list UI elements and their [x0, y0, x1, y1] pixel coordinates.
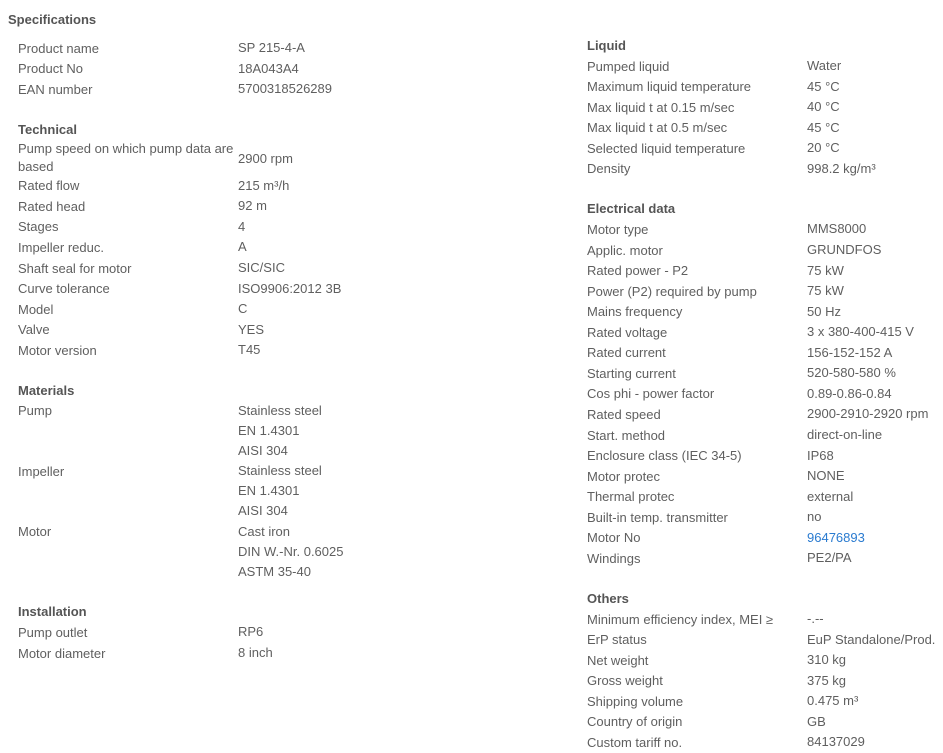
spec-value: SP 215-4-A: [238, 40, 305, 55]
spec-row: [587, 507, 943, 528]
spec-value: external: [807, 488, 854, 504]
spec-row: [587, 281, 943, 302]
spec-value: GRUNDFOS: [807, 241, 882, 257]
spec-label: Net weight: [587, 652, 649, 668]
spec-label: Country of origin: [587, 714, 683, 730]
spec-value: 4: [238, 218, 246, 234]
spec-value: 375 kg: [807, 672, 847, 688]
spec-label: Rated head: [18, 198, 86, 214]
spec-row: [587, 118, 943, 139]
spec-row: [587, 322, 943, 343]
spec-row: [587, 56, 943, 77]
spec-value: T45: [238, 342, 261, 358]
spec-row: [587, 261, 943, 282]
spec-label: Selected liquid temperature: [587, 140, 746, 156]
spec-value: 998.2 kg/m³: [807, 160, 876, 176]
right-column: [587, 36, 943, 753]
spec-label: Curve tolerance: [18, 281, 110, 297]
spec-value: YES: [238, 321, 265, 337]
spec-row: [587, 671, 943, 692]
spec-row: [18, 176, 578, 197]
spec-label: Rated flow: [18, 178, 80, 194]
spec-row: [18, 38, 578, 59]
spec-value: direct-on-line: [807, 427, 883, 442]
spec-row: [587, 548, 943, 569]
spec-value: 84137029: [807, 734, 865, 750]
spec-label: Minimum efficiency index, MEI ≥: [587, 611, 774, 627]
spec-row: [587, 446, 943, 467]
spec-row: [18, 401, 578, 458]
spec-label: Windings: [587, 550, 641, 566]
spec-row: [18, 140, 578, 176]
spec-value: 310 kg: [807, 652, 847, 668]
spec-label: Product name: [18, 40, 99, 56]
spec-value: GB: [807, 713, 826, 729]
spec-row: [587, 159, 943, 180]
spec-value: 75 kW: [807, 283, 844, 299]
spec-label: Product No: [18, 61, 84, 77]
spec-row: [587, 712, 943, 733]
materials-heading: Materials: [18, 382, 75, 398]
spec-label: Impeller reduc.: [18, 239, 104, 255]
spec-value-line: DIN W.-Nr. 0.6025: [238, 543, 344, 559]
spec-value: 3 x 380-400-415 V: [807, 324, 914, 340]
spec-value: IP68: [807, 447, 834, 463]
spec-row: [18, 196, 578, 217]
spec-row: [587, 425, 943, 446]
spec-value: RP6: [238, 624, 264, 640]
spec-row: [587, 97, 943, 118]
spec-label: Mains frequency: [587, 304, 683, 320]
spec-label: Maximum liquid temperature: [587, 79, 752, 95]
spec-label: Motor diameter: [18, 645, 106, 661]
spec-value: 18A043A4: [238, 60, 299, 76]
spec-value-line: EN 1.4301: [238, 483, 300, 499]
spec-label: Valve: [18, 322, 50, 338]
spec-label: Rated current: [587, 345, 666, 361]
spec-row: [587, 240, 943, 261]
spec-label: Motor version: [18, 342, 97, 358]
spec-value: 40 °C: [807, 99, 840, 115]
spec-value: -.--: [807, 610, 824, 626]
spec-value: [238, 522, 343, 582]
spec-value: 2900-2910-2920 rpm: [807, 406, 929, 422]
others-heading: Others: [587, 590, 629, 606]
spec-value: Water: [807, 58, 842, 73]
electrical-section: [587, 199, 943, 569]
spec-row: [587, 384, 943, 405]
spec-row: [587, 630, 943, 651]
spec-label: Built-in temp. transmitter: [587, 509, 728, 525]
spec-value-line: AISI 304: [238, 503, 288, 519]
spec-value: 45 °C: [807, 78, 840, 94]
spec-value: no: [807, 509, 822, 525]
spec-value: 45 °C: [807, 119, 840, 135]
spec-value: 0.89-0.86-0.84: [807, 385, 892, 401]
spec-value-line: Cast iron: [238, 523, 291, 539]
liquid-heading: Liquid: [587, 38, 626, 53]
spec-label: Stages: [18, 219, 59, 235]
spec-row: [587, 302, 943, 323]
spec-row: [18, 279, 578, 300]
spec-value: ISO9906:2012 3B: [238, 280, 342, 296]
spec-row: [18, 320, 578, 341]
spec-row: [18, 217, 578, 238]
spec-row: [587, 487, 943, 508]
spec-row: [587, 466, 943, 487]
spec-value-line: AISI 304: [238, 442, 288, 458]
spec-row: [587, 691, 943, 712]
spec-label: Enclosure class (IEC 34-5): [587, 448, 742, 464]
spec-value: 520-580-580 %: [807, 365, 896, 381]
spec-row: [18, 258, 578, 279]
spec-value: 2900 rpm: [238, 150, 293, 166]
spec-label: EAN number: [18, 81, 93, 97]
others-section: [587, 589, 943, 753]
spec-label: Density: [587, 161, 631, 177]
spec-value: 75 kW: [807, 262, 844, 278]
spec-label: Impeller: [18, 463, 65, 479]
spec-value: [238, 461, 322, 521]
spec-label: Custom tariff no.: [587, 734, 683, 750]
spec-row: [587, 404, 943, 425]
spec-label: Applic. motor: [587, 242, 663, 258]
spec-row: [587, 77, 943, 98]
spec-value: 0.475 m³: [807, 693, 859, 709]
spec-label: Cos phi - power factor: [587, 386, 715, 402]
spec-row: [587, 138, 943, 159]
spec-row: [18, 522, 578, 579]
spec-label: Pump: [18, 403, 52, 419]
spec-value: [807, 528, 865, 548]
spec-row: [18, 461, 578, 519]
motor-number-link[interactable]: 96476893: [807, 529, 865, 545]
spec-label: ErP status: [587, 632, 647, 648]
spec-label: Shaft seal for motor: [18, 260, 132, 276]
spec-row: [18, 340, 578, 361]
materials-section: [18, 381, 578, 583]
spec-value: EuP Standalone/Prod.: [807, 631, 936, 647]
spec-value: 156-152-152 A: [807, 344, 893, 360]
spec-row: [587, 343, 943, 364]
spec-label: Motor protec: [587, 468, 660, 484]
spec-value: NONE: [807, 468, 845, 484]
spec-value: PE2/PA: [807, 550, 852, 566]
spec-value: 20 °C: [807, 140, 840, 156]
spec-value-line: ASTM 35-40: [238, 563, 311, 579]
spec-row: [587, 650, 943, 671]
spec-value: [238, 401, 322, 461]
spec-row: [18, 59, 578, 80]
spec-label: Gross weight: [587, 673, 663, 689]
spec-value: 215 m³/h: [238, 177, 290, 193]
spec-label: Motor: [18, 524, 52, 540]
spec-value: A: [238, 239, 247, 255]
spec-row: [18, 237, 578, 258]
spec-label: Shipping volume: [587, 693, 684, 709]
installation-heading: Installation: [18, 604, 87, 620]
spec-label: Pumped liquid: [587, 58, 670, 74]
spec-value: SIC/SIC: [238, 259, 285, 275]
spec-label: Thermal protec: [587, 489, 675, 505]
left-column: [18, 38, 578, 664]
spec-label: Max liquid t at 0.15 m/sec: [587, 99, 735, 115]
spec-row: [587, 363, 943, 384]
spec-row: [18, 643, 578, 664]
liquid-section: [587, 36, 943, 179]
spec-value-line: EN 1.4301: [238, 422, 300, 438]
spec-label: Motor No: [587, 530, 641, 546]
spec-label: Model: [18, 301, 54, 317]
spec-value: 8 inch: [238, 645, 273, 660]
technical-section: [18, 120, 578, 361]
spec-value: MMS8000: [807, 221, 867, 237]
spec-row: [18, 622, 578, 643]
spec-label: Rated voltage: [587, 324, 668, 340]
spec-label: Starting current: [587, 365, 676, 381]
spec-label: Power (P2) required by pump: [587, 283, 757, 299]
general-section: [18, 38, 578, 100]
spec-label: Rated speed: [587, 407, 661, 422]
spec-row: [587, 732, 943, 753]
electrical-heading: Electrical data: [587, 201, 676, 217]
spec-label: Rated power - P2: [587, 263, 689, 279]
spec-label: Pump speed on which pump data are based: [18, 140, 234, 174]
installation-section: [18, 602, 578, 663]
technical-heading: Technical: [18, 121, 78, 137]
spec-row: [587, 528, 943, 549]
spec-label: Motor type: [587, 221, 649, 237]
page-title: Specifications: [8, 12, 97, 27]
spec-row: [587, 609, 943, 630]
spec-value-line: Stainless steel: [238, 402, 322, 418]
spec-label: Max liquid t at 0.5 m/sec: [587, 120, 728, 136]
spec-value: 92 m: [238, 198, 267, 214]
spec-label: Pump outlet: [18, 625, 88, 640]
spec-label: Start. method: [587, 427, 666, 443]
spec-value: C: [238, 301, 248, 317]
spec-value: 50 Hz: [807, 303, 841, 319]
spec-value: 5700318526289: [238, 81, 332, 97]
spec-row: [18, 299, 578, 320]
spec-value-line: Stainless steel: [238, 463, 322, 479]
spec-row: [18, 79, 578, 100]
spec-row: [587, 219, 943, 240]
